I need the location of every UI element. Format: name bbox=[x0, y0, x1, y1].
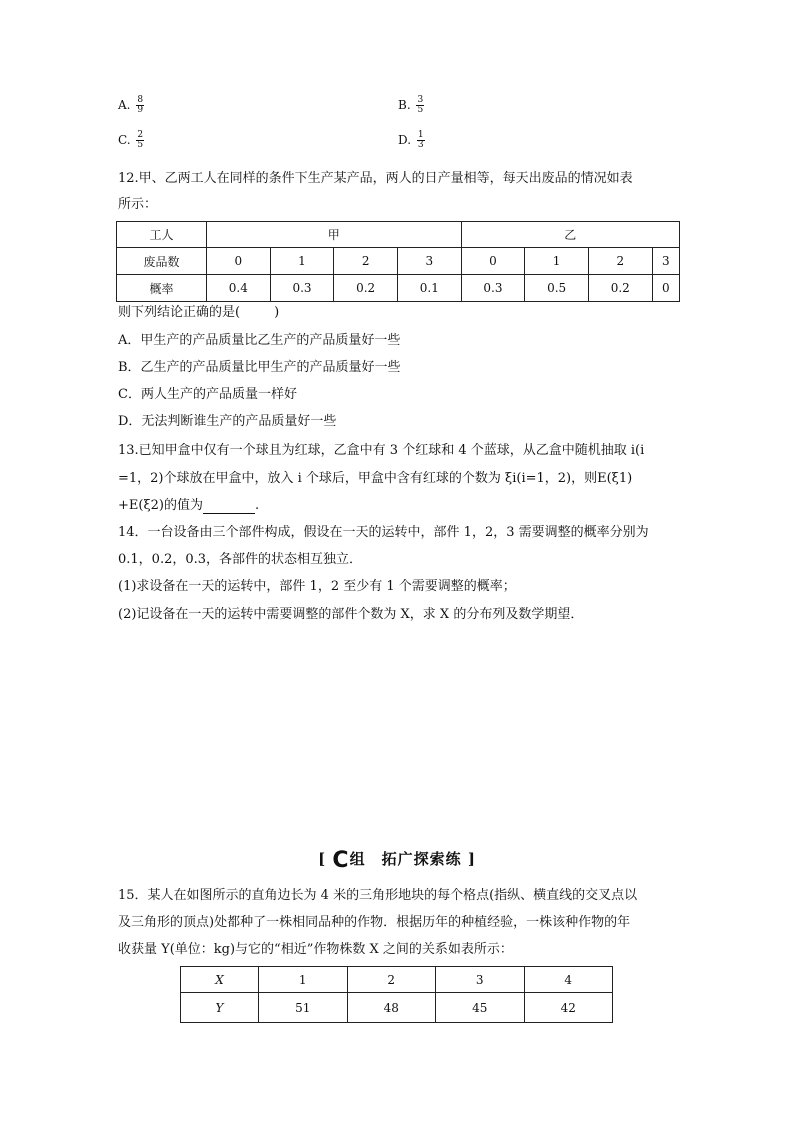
q15-text-line2: 及三角形的顶点)处都种了一株相同品种的作物．根据历年的种植经验，一株该种作物的年 bbox=[118, 915, 631, 930]
q13-text-line3: +E(ξ2)的值为 . bbox=[118, 498, 260, 513]
table-cell: 4 bbox=[524, 967, 613, 993]
fraction: $\frac{3}{5}$ bbox=[417, 95, 424, 115]
q13-text-line2: =1，2)个球放在甲盒中，放入 i 个球后，甲盒中含有红球的个数为 ξi(i=1，2)，则E(ξ1) bbox=[118, 471, 633, 486]
table-cell: 0.4 bbox=[207, 275, 271, 302]
fraction: $\frac{1}{3}$ bbox=[417, 130, 424, 150]
q14-text-line2: 0.1，0.2，0.3，各部件的状态相互独立． bbox=[118, 552, 363, 567]
table-cell: 45 bbox=[436, 993, 525, 1023]
table-cell: 1 bbox=[259, 967, 348, 993]
q15-text-line1: 15．某人在如图所示的直角边长为 4 米的三角形地块的每个格点(指纵、横直线的交叉点以 bbox=[118, 888, 638, 903]
row-label-x: X bbox=[181, 967, 259, 993]
q14-text-line1: 14．一台设备由三个部件构成，假设在一天的运转中，部件 1，2，3 需要调整的概率分别为 bbox=[118, 525, 649, 540]
defect-table bbox=[116, 221, 680, 302]
q14-part1: (1)求设备在一天的运转中，部件 1，2 至少有 1 个需要调整的概率； bbox=[118, 579, 516, 594]
fraction: $\frac{2}{5}$ bbox=[137, 130, 144, 150]
table-cell: 0.5 bbox=[525, 275, 589, 302]
q12-option-b: B．乙生产的产品质量比甲生产的产品质量好一些 bbox=[118, 360, 401, 375]
table-cell: 0.3 bbox=[270, 275, 334, 302]
row-label-defects: 废品数 bbox=[117, 248, 207, 275]
option-c-prev bbox=[118, 131, 144, 150]
table-cell: 0.3 bbox=[461, 275, 525, 302]
row-label-probability: 概率 bbox=[117, 275, 207, 302]
table-cell: 42 bbox=[524, 993, 613, 1023]
option-label: B. bbox=[398, 98, 411, 112]
table-cell: 48 bbox=[347, 993, 436, 1023]
table-cell: 1 bbox=[270, 248, 334, 275]
option-label: C. bbox=[118, 133, 131, 147]
harvest-table bbox=[180, 966, 613, 1023]
option-label: D. bbox=[398, 133, 412, 147]
table-header-jia: 甲 bbox=[207, 222, 462, 248]
option-d-prev bbox=[398, 131, 425, 150]
option-label: A. bbox=[118, 98, 131, 112]
table-cell: 1 bbox=[525, 248, 589, 275]
fraction: $\frac{8}{9}$ bbox=[137, 95, 144, 115]
option-b-prev bbox=[398, 96, 424, 115]
table-cell: 2 bbox=[347, 967, 436, 993]
table-cell: 0.2 bbox=[588, 275, 652, 302]
table-cell: 2 bbox=[588, 248, 652, 275]
table-cell: 2 bbox=[334, 248, 398, 275]
q12-option-c: C．两人生产的产品质量一样好 bbox=[118, 387, 297, 402]
table-cell: 3 bbox=[436, 967, 525, 993]
q12-option-d: D．无法判断谁生产的产品质量好一些 bbox=[118, 414, 337, 429]
option-a-prev bbox=[118, 96, 144, 115]
group-c-badge: C bbox=[332, 848, 350, 873]
q12-text-line1: 12.甲、乙两工人在同样的条件下生产某产品，两人的日产量相等，每天出废品的情况如表 bbox=[118, 171, 633, 186]
q12-text-line2: 所示： bbox=[118, 197, 158, 212]
table-cell: 0 bbox=[461, 248, 525, 275]
table-cell: 51 bbox=[259, 993, 348, 1023]
table-cell: 0.1 bbox=[397, 275, 461, 302]
table-cell: 3 bbox=[652, 248, 679, 275]
q13-text-line1: 13.已知甲盒中仅有一个球且为红球，乙盒中有 3 个红球和 4 个蓝球，从乙盒中随机抽取 i(i bbox=[118, 443, 645, 458]
table-header-yi: 乙 bbox=[461, 222, 679, 248]
table-cell: 0 bbox=[652, 275, 679, 302]
table-cell: 0.2 bbox=[334, 275, 398, 302]
answer-blank bbox=[203, 501, 255, 514]
q12-stem: 则下列结论正确的是( ) bbox=[118, 305, 280, 320]
table-cell: 3 bbox=[397, 248, 461, 275]
row-label-y: Y bbox=[181, 993, 259, 1023]
q12-option-a: A．甲生产的产品质量比乙生产的产品质量好一些 bbox=[118, 333, 401, 348]
q15-text-line3: 收获量 Y(单位：kg)与它的“相近”作物株数 X 之间的关系如表所示： bbox=[118, 942, 513, 957]
table-cell: 0 bbox=[207, 248, 271, 275]
section-heading: [ C组 拓广探索练 ] bbox=[318, 848, 476, 873]
q14-part2: (2)记设备在一天的运转中需要调整的部件个数为 X，求 X 的分布列及数学期望． bbox=[118, 607, 584, 622]
table-header-worker: 工人 bbox=[117, 222, 207, 248]
